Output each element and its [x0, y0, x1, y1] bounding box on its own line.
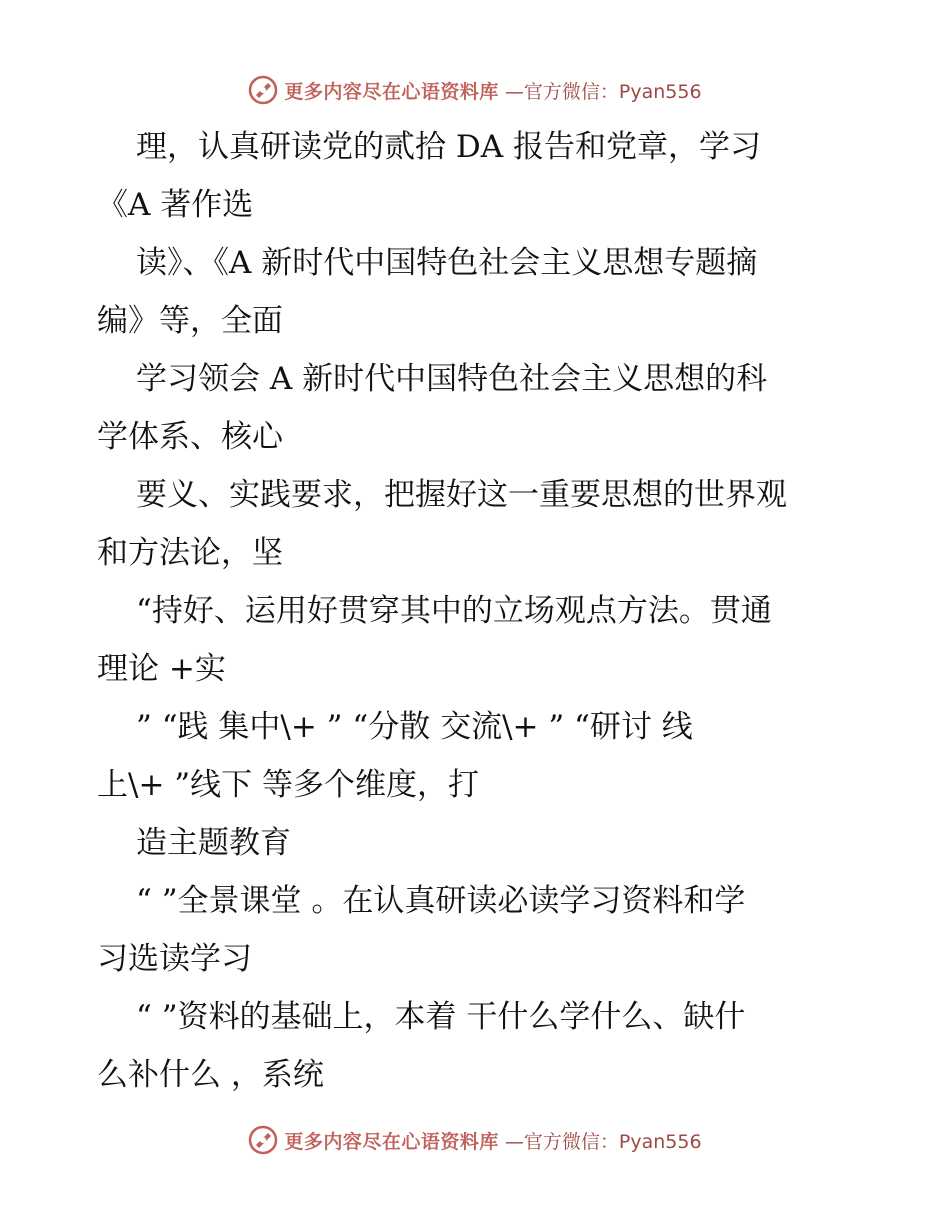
text-line: 和方法论，坚 — [97, 535, 283, 571]
banner-text: 更多内容尽在心语资料库 — [284, 80, 499, 103]
page-header-banner — [0, 70, 950, 110]
paragraph — [0, 582, 950, 698]
banner-suffix: —官方微信：Pyan556 — [504, 80, 702, 103]
document-body — [0, 118, 950, 1104]
text-line: “ ”全景课堂 。在认真研读必读学习资料和学 — [136, 883, 746, 919]
text-line: 要义、实践要求，把握好这一重要思想的世界观 — [136, 477, 787, 513]
banner — [248, 75, 701, 105]
text-line: 编》等，全面 — [97, 303, 283, 339]
paragraph — [0, 234, 950, 350]
paragraph — [0, 350, 950, 466]
text-line: 学体系、核心 — [97, 419, 283, 455]
seal-logo-icon — [248, 75, 278, 105]
banner-text: 更多内容尽在心语资料库 — [284, 1130, 499, 1153]
text-line: 上\+ ”线下 等多个维度，打 — [97, 767, 479, 803]
text-line: 理，认真研读党的贰拾 DA 报告和党章，学习 — [136, 129, 761, 165]
text-line: 读》、《A 新时代中国特色社会主义思想专题摘 — [136, 245, 758, 281]
paragraph — [0, 872, 950, 988]
banner-suffix: —官方微信：Pyan556 — [504, 1130, 702, 1153]
text-line: 《A 著作选 — [97, 187, 254, 223]
page-footer-banner — [0, 1120, 950, 1160]
text-line: 习选读学习 — [97, 941, 252, 977]
text-line: ” “践 集中\+ ” “分散 交流\+ ” “研讨 线 — [136, 709, 693, 745]
text-line: “ ”资料的基础上，本着 干什么学什么、缺什 — [136, 999, 746, 1035]
seal-logo-icon — [248, 1125, 278, 1155]
paragraph — [0, 466, 950, 582]
text-line: 学习领会 A 新时代中国特色社会主义思想的科 — [136, 361, 768, 397]
paragraph — [0, 118, 950, 234]
text-line: “持好、运用好贯穿其中的立场观点方法。贯通 — [136, 593, 772, 629]
text-line: 造主题教育 — [136, 825, 291, 861]
text-line: 理论 +实 — [97, 651, 226, 687]
paragraph — [0, 988, 950, 1104]
paragraph — [0, 814, 950, 872]
paragraph — [0, 698, 950, 814]
banner — [248, 1125, 701, 1155]
text-line: 么补什么 ，系统 — [97, 1057, 324, 1093]
